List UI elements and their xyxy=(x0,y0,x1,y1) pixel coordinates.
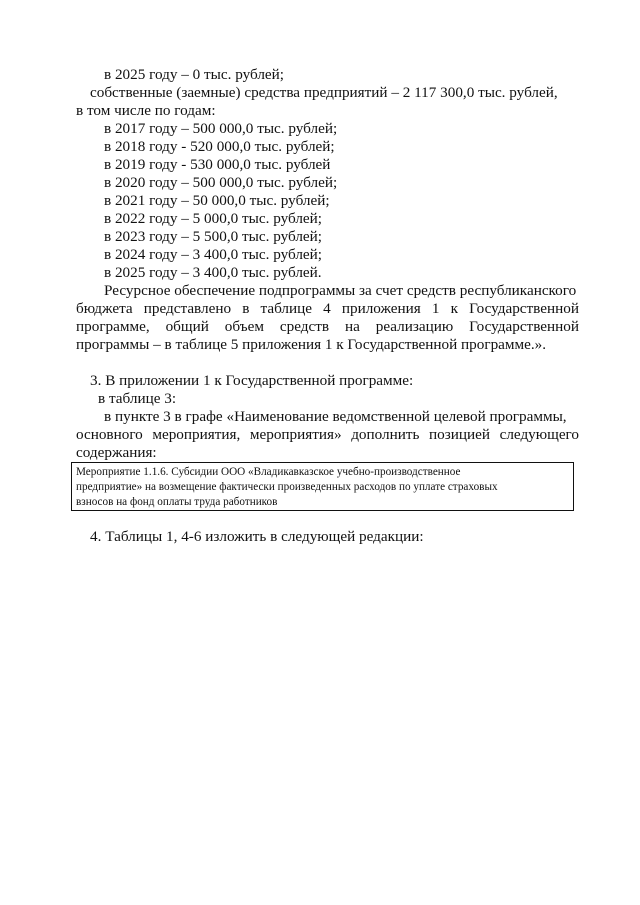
intro-line: в том числе по годам: xyxy=(76,102,216,119)
item-3-paragraph-line: в пункте 3 в графе «Наименование ведомственной целевой программы, xyxy=(104,408,567,425)
year-item: в 2021 году – 50 000,0 тыс. рублей; xyxy=(104,192,330,209)
resource-paragraph-line: Ресурсное обеспечение подпрограммы за счет средств республиканского xyxy=(104,282,577,299)
year-item: в 2018 году - 520 000,0 тыс. рублей; xyxy=(104,138,335,155)
box-line: взносов на фонд оплаты труда работников xyxy=(76,496,278,508)
year-item: в 2019 году - 530 000,0 тыс. рублей xyxy=(104,156,331,173)
item-4-heading: 4. Таблицы 1, 4-6 изложить в следующей редакции: xyxy=(90,528,424,545)
year-item: в 2024 году – 3 400,0 тыс. рублей; xyxy=(104,246,322,263)
year-item: в 2022 году – 5 000,0 тыс. рублей; xyxy=(104,210,322,227)
box-line: предприятие» на возмещение фактически произведенных расходов по уплате страховых xyxy=(76,481,498,493)
item-3-paragraph-line: основного мероприятия, мероприятия» дополнить позицией следующего xyxy=(76,426,579,443)
year-item: в 2020 году – 500 000,0 тыс. рублей; xyxy=(104,174,338,191)
year-item: в 2017 году – 500 000,0 тыс. рублей; xyxy=(104,120,338,137)
measure-description-box xyxy=(71,462,574,511)
resource-paragraph-line: программы – в таблице 5 приложения 1 к Государственной программе.». xyxy=(76,336,547,353)
year-item: в 2023 году – 5 500,0 тыс. рублей; xyxy=(104,228,322,245)
item-3-heading: 3. В приложении 1 к Государственной программе: xyxy=(90,372,414,389)
item-3-paragraph-line: содержания: xyxy=(76,444,157,461)
intro-line: в 2025 году – 0 тыс. рублей; xyxy=(104,66,285,83)
box-line: Мероприятие 1.1.6. Субсидии ООО «Владикавказское учебно-производственное xyxy=(76,466,461,478)
intro-line: собственные (заемные) средства предприятий – 2 117 300,0 тыс. рублей, xyxy=(90,84,558,101)
year-item: в 2025 году – 3 400,0 тыс. рублей. xyxy=(104,264,322,281)
resource-paragraph-line: бюджета представлено в таблице 4 приложения 1 к Государственной xyxy=(76,300,579,317)
resource-paragraph-line: программе, общий объем средств на реализацию Государственной xyxy=(76,318,579,335)
item-3-subheading: в таблице 3: xyxy=(98,390,177,407)
